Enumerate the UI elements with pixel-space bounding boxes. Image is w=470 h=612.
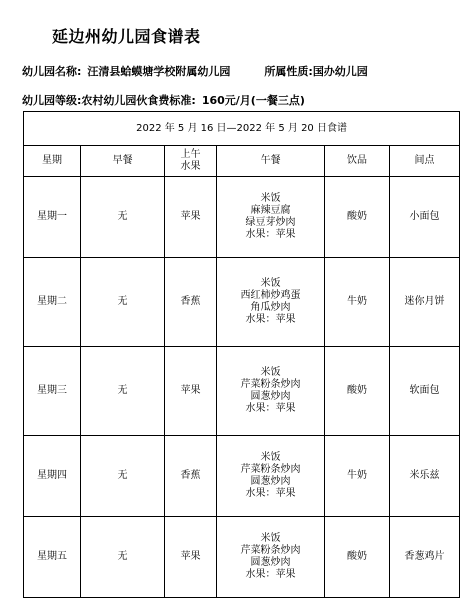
lunch-item: 米饭 (260, 367, 281, 378)
lunch-item: 水果：苹果 (245, 488, 296, 499)
snack-cell: 小面包 (390, 177, 460, 258)
day-cell: 星期二 (24, 258, 81, 347)
lunch-item: 米饭 (260, 278, 281, 289)
lunch-item: 水果：苹果 (245, 403, 296, 414)
lunch-item: 角瓜炒肉 (250, 302, 291, 313)
snack-cell: 香葱鸡片 (390, 517, 460, 598)
lunch-item: 水果：苹果 (245, 229, 296, 240)
snack-cell: 软面包 (390, 347, 460, 436)
menu-table (23, 111, 460, 598)
header-morning-fruit: 上午 水果 (165, 146, 217, 177)
day-cell: 星期三 (24, 347, 81, 436)
lunch-cell (217, 258, 325, 347)
lunch-item: 米饭 (260, 533, 281, 544)
lunch-cell (217, 436, 325, 517)
table-row (24, 517, 460, 598)
menu-caption-row (24, 112, 460, 146)
header-day: 星期 (24, 146, 81, 177)
lunch-item: 芹菜粉条炒肉 (240, 379, 301, 390)
lunch-cell (217, 347, 325, 436)
fee-value: 160元/月(一餐三点) (201, 94, 305, 107)
lunch-item: 芹菜粉条炒肉 (240, 545, 301, 556)
breakfast-cell: 无 (81, 177, 165, 258)
lunch-item: 麻辣豆腐 (250, 205, 291, 216)
breakfast-cell: 无 (81, 436, 165, 517)
lunch-item: 水果：苹果 (245, 314, 296, 325)
lunch-item: 米饭 (260, 452, 281, 463)
drink-cell: 酸奶 (325, 517, 390, 598)
kindergarten-name-line (22, 63, 368, 79)
menu-caption: 2022 年 5 月 16 日—2022 年 5 月 20 日食谱 (24, 112, 460, 146)
day-cell: 星期四 (24, 436, 81, 517)
header-lunch: 午餐 (217, 146, 325, 177)
table-row (24, 347, 460, 436)
nature-value: 国办幼儿园 (312, 65, 368, 78)
fruit-cell: 香蕉 (165, 258, 217, 347)
header-breakfast: 早餐 (81, 146, 165, 177)
fruit-cell: 香蕉 (165, 436, 217, 517)
lunch-item: 绿豆芽炒肉 (245, 217, 296, 228)
drink-cell: 牛奶 (325, 436, 390, 517)
snack-cell: 迷你月饼 (390, 258, 460, 347)
lunch-item: 圆葱炒肉 (250, 476, 291, 487)
document-title: 延边州幼儿园食谱表 (52, 27, 201, 46)
drink-cell: 酸奶 (325, 347, 390, 436)
lunch-item: 芹菜粉条炒肉 (240, 464, 301, 475)
menu-header-row (24, 146, 460, 177)
snack-cell: 米乐兹 (390, 436, 460, 517)
day-cell: 星期一 (24, 177, 81, 258)
level-label: 幼儿园等级: (22, 94, 82, 107)
drink-cell: 牛奶 (325, 258, 390, 347)
header-drink: 饮品 (325, 146, 390, 177)
fruit-cell: 苹果 (165, 517, 217, 598)
breakfast-cell: 无 (81, 258, 165, 347)
breakfast-cell: 无 (81, 517, 165, 598)
table-row (24, 258, 460, 347)
lunch-item: 圆葱炒肉 (250, 391, 291, 402)
kindergarten-name-value: 汪清县蛤蟆塘学校附属幼儿园 (87, 65, 231, 78)
fruit-cell: 苹果 (165, 177, 217, 258)
table-row (24, 436, 460, 517)
lunch-item: 圆葱炒肉 (250, 557, 291, 568)
table-row (24, 177, 460, 258)
kindergarten-name-label: 幼儿园名称: (22, 65, 82, 78)
header-snack: 间点 (390, 146, 460, 177)
nature-label: 所属性质: (264, 65, 313, 78)
lunch-item: 米饭 (260, 193, 281, 204)
lunch-cell (217, 177, 325, 258)
level-value: 农村幼儿园伙食费标准: (81, 94, 196, 107)
kindergarten-level-line (22, 92, 305, 108)
breakfast-cell: 无 (81, 347, 165, 436)
lunch-cell (217, 517, 325, 598)
drink-cell: 酸奶 (325, 177, 390, 258)
lunch-item: 西红柿炒鸡蛋 (240, 290, 301, 301)
lunch-item: 水果：苹果 (245, 569, 296, 580)
day-cell: 星期五 (24, 517, 81, 598)
fruit-cell: 苹果 (165, 347, 217, 436)
